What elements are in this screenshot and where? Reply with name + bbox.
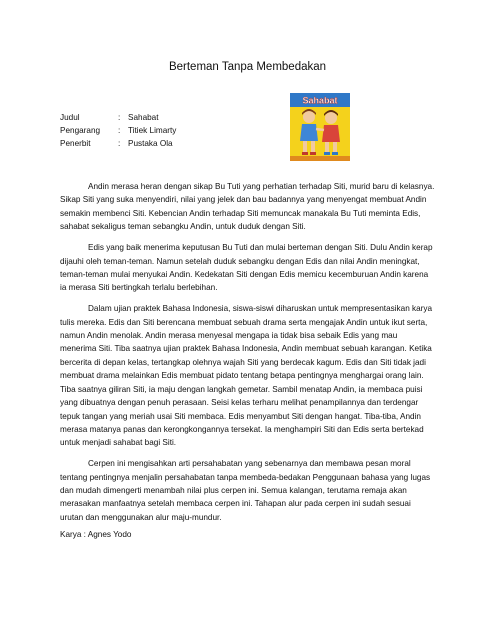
book-cover-image: [290, 93, 350, 161]
story-body: [60, 180, 435, 532]
book-info-row-author: [60, 124, 176, 137]
paragraph: Dalam ujian praktek Bahasa Indonesia, siswa-siswi diharuskan untuk mempresentasikan karya tulis mereka. Edis dan Siti berencana membuat sebuah drama serta mengajak Andin untuk ikut serta, namun Andin menolak. Andin merasa menyesal mengapa ia tidak bisa sebaik Edis yang mau menerima Siti. Tiba saatnya ujian praktek Bahasa Indonesia, Andin membuat sebuah karangan. Ketika bercerita di depan kelas, tertangkap olehnya wajah Siti yang berdecak kagum. Edis dan Siti tidak jadi membuat drama melainkan Edis membuat pidato tentang betapa pentingnya menghargai orang lain. Tiba saatnya giliran Siti, ia maju dengan langkah gemetar. Sambil menatap Andin, ia membaca puisi yang dibuatnya dengan penuh perasaan. Seisi kelas terharu melihat penampilannya dan terdengar tepuk tangan yang meriah usai Siti membaca. Edis menyambut Siti dengan hangat. Tiba-tiba, Andin merasa matanya panas dan kerongkongannya tersekat. Ia menghampiri Siti dan Edis serta bertekad untuk menjadi sahabat bagi Siti.: [60, 304, 433, 448]
paragraph: Edis yang baik menerima keputusan Bu Tuti dan mulai berteman dengan Siti. Dulu Andin kerap dijauhi oleh teman-teman. Namun setelah duduk sebangku dengan Edis dan nilai Andin meningkat, teman-teman mulai menyukai Andin. Kedekatan Siti dengan Edis memicu kecemburuan Andin karena ia merasa Siti bertingkah terlalu berlebihan.: [60, 243, 433, 293]
book-info-row-publisher: [60, 137, 176, 150]
book-info-colon: :: [118, 113, 121, 122]
book-info-key: Pengarang: [60, 126, 101, 135]
book-info-value: Pustaka Ola: [128, 139, 173, 148]
book-info-colon: :: [118, 126, 121, 135]
book-info-key: Judul: [60, 113, 80, 122]
book-cover-illustration: [290, 93, 350, 161]
book-info-value: Titiek Limarty: [128, 126, 177, 135]
book-info-colon: :: [118, 139, 121, 148]
book-cover-title: Sahabat: [302, 95, 338, 106]
paragraph: Andin merasa heran dengan sikap Bu Tuti yang perhatian terhadap Siti, murid baru di kelasnya. Sikap Siti yang suka menyendiri, nilai yang jelek dan bau badannya yang menyengat membuat Andin semakin membenci Siti. Kebencian Andin terhadap Siti memuncak manakala Bu Tuti meminta Edis, sahabat sekaligus teman sebangku Andin, untuk duduk dengan Siti.: [60, 182, 435, 232]
document-title: Berteman Tanpa Membedakan: [168, 61, 327, 73]
book-info-key: Penerbit: [60, 139, 91, 148]
book-info-value: Sahabat: [128, 113, 159, 122]
book-info-row-title: [60, 111, 176, 124]
book-info: [60, 111, 176, 150]
paragraph: Cerpen ini mengisahkan arti persahabatan yang sebenarnya dan membawa pesan moral tentang pentingnya menjalin persahabatan tanpa membeda-bedakan Penggunaan bahasa yang lugas dan mudah dimengerti menambah nilai plus cerpen ini. Semua kalangan, terutama remaja akan merasakan manfaatnya setelah membaca cerpen ini. Tahapan alur pada cerpen ini sudah sesuai urutan dan menggunakan alur maju-mundur.: [60, 459, 431, 522]
author-credit: Karya : Agnes Yodo: [60, 530, 132, 539]
